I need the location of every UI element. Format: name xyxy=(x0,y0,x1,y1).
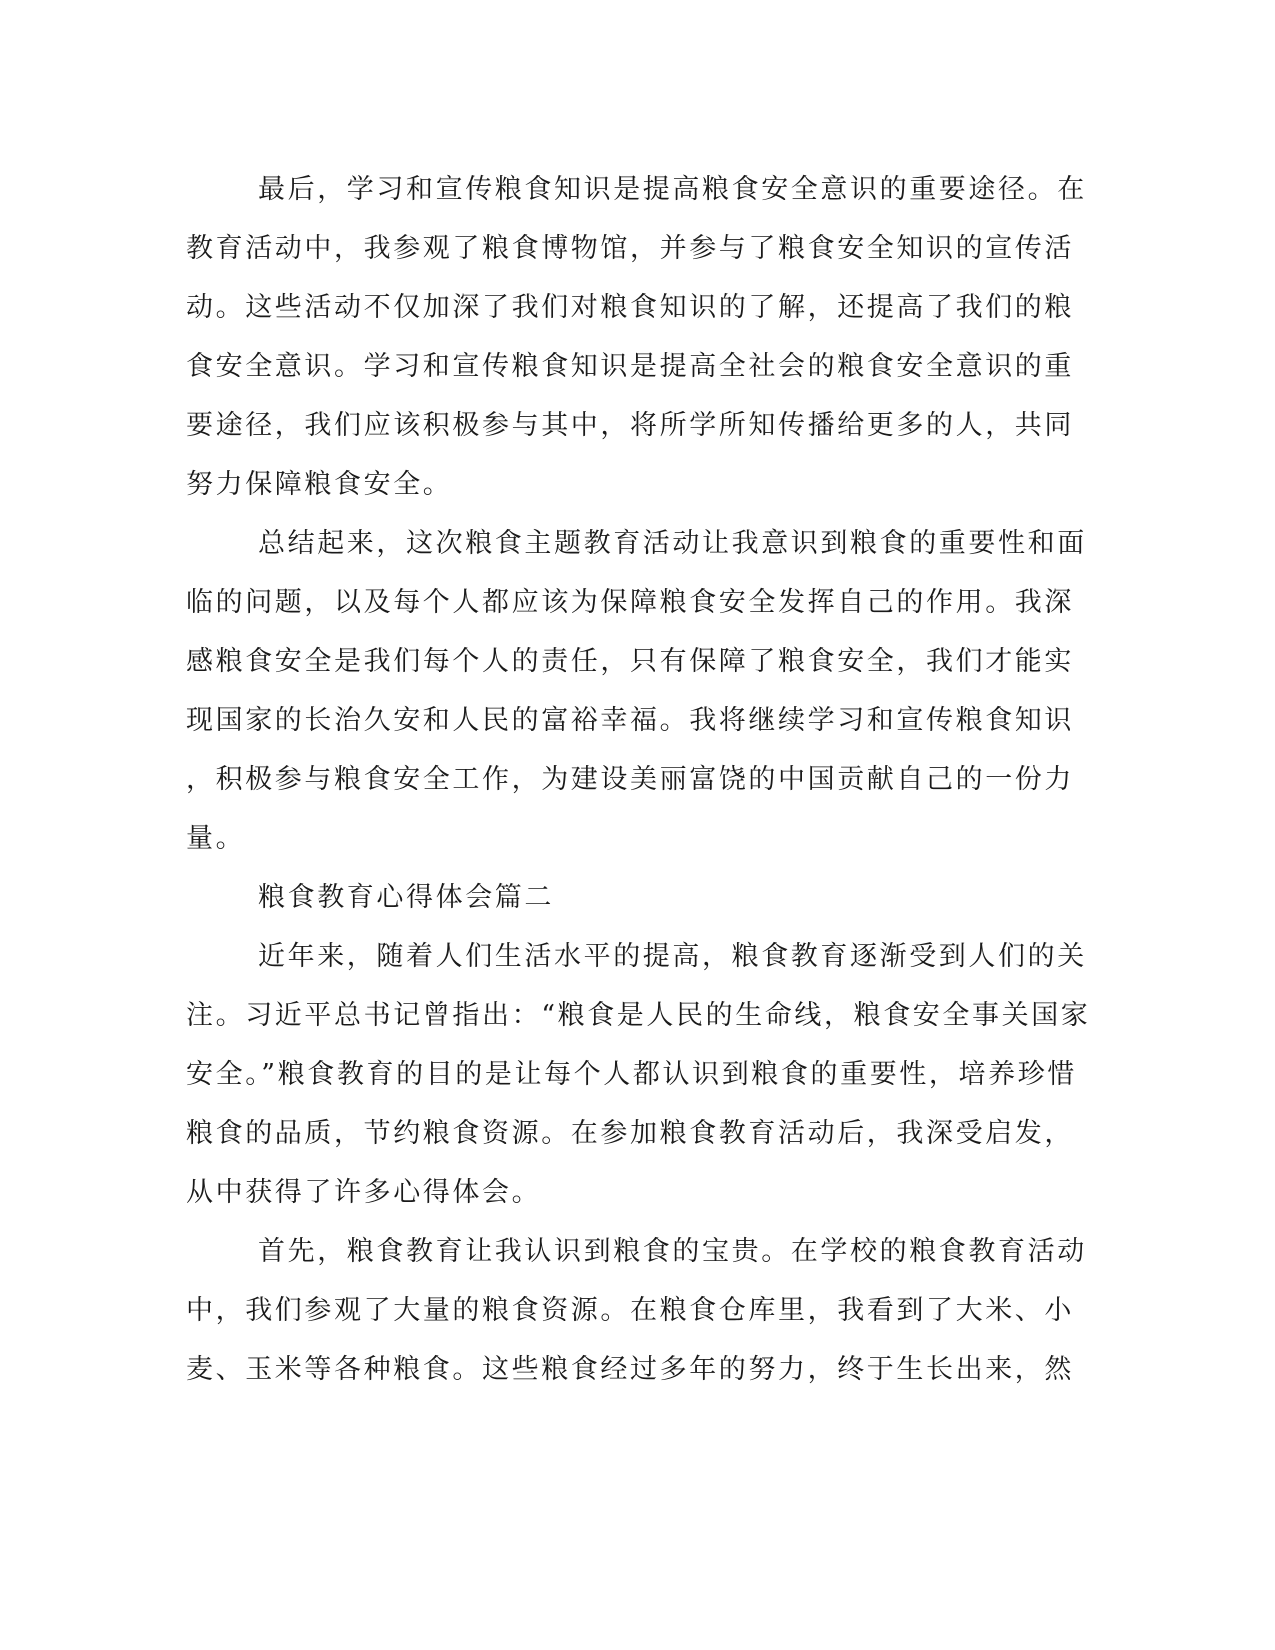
paragraph-line: 首先，粮食教育让我认识到粮食的宝贵。在学校的粮食教育活动 xyxy=(258,1236,1087,1267)
paragraph-line: 从中获得了许多心得体会。 xyxy=(186,1177,542,1208)
paragraph-line: 现国家的长治久安和人民的富裕幸福。我将继续学习和宣传粮食知识 xyxy=(186,705,1074,736)
paragraph-line: 近年来，随着人们生活水平的提高，粮食教育逐渐受到人们的关 xyxy=(258,941,1087,972)
paragraph-line: 麦、玉米等各种粮食。这些粮食经过多年的努力，终于生长出来，然 xyxy=(186,1354,1074,1385)
paragraph-line: ，积极参与粮食安全工作，为建设美丽富饶的中国贡献自己的一份力 xyxy=(186,764,1074,795)
paragraph-line: 感粮食安全是我们每个人的责任，只有保障了粮食安全，我们才能实 xyxy=(186,646,1074,677)
paragraph-line: 努力保障粮食安全。 xyxy=(186,469,453,500)
paragraph-4 xyxy=(186,1222,1087,1399)
paragraph-line: 教育活动中，我参观了粮食博物馆，并参与了粮食安全知识的宣传活 xyxy=(186,233,1074,264)
document-body xyxy=(186,160,1091,1399)
paragraph-line: 粮食的品质，节约粮食资源。在参加粮食教育活动后，我深受启发， xyxy=(186,1118,1074,1149)
paragraph-line: 安全。”粮食教育的目的是让每个人都认识到粮食的重要性，培养珍惜 xyxy=(186,1059,1077,1090)
paragraph-line: 总结起来，这次粮食主题教育活动让我意识到粮食的重要性和面 xyxy=(258,528,1087,559)
paragraph-line: 动。这些活动不仅加深了我们对粮食知识的了解，还提高了我们的粮 xyxy=(186,292,1074,323)
paragraph-line: 中，我们参观了大量的粮食资源。在粮食仓库里，我看到了大米、小 xyxy=(186,1295,1074,1326)
paragraph-line: 临的问题，以及每个人都应该为保障粮食安全发挥自己的作用。我深 xyxy=(186,587,1074,618)
paragraph-3 xyxy=(186,927,1091,1222)
paragraph-2 xyxy=(186,514,1087,868)
paragraph-line: 最后，学习和宣传粮食知识是提高粮食安全意识的重要途径。在 xyxy=(258,174,1087,205)
paragraph-line: 注。习近平总书记曾指出：“粮食是人民的生命线，粮食安全事关国家 xyxy=(186,1000,1091,1031)
paragraph-line: 量。 xyxy=(186,823,246,854)
section-heading xyxy=(186,868,1066,927)
section-heading-text: 粮食教育心得体会篇二 xyxy=(258,882,554,913)
paragraph-line: 要途径，我们应该积极参与其中，将所学所知传播给更多的人，共同 xyxy=(186,410,1074,441)
paragraph-line: 食安全意识。学习和宣传粮食知识是提高全社会的粮食安全意识的重 xyxy=(186,351,1074,382)
paragraph-1 xyxy=(186,160,1087,514)
